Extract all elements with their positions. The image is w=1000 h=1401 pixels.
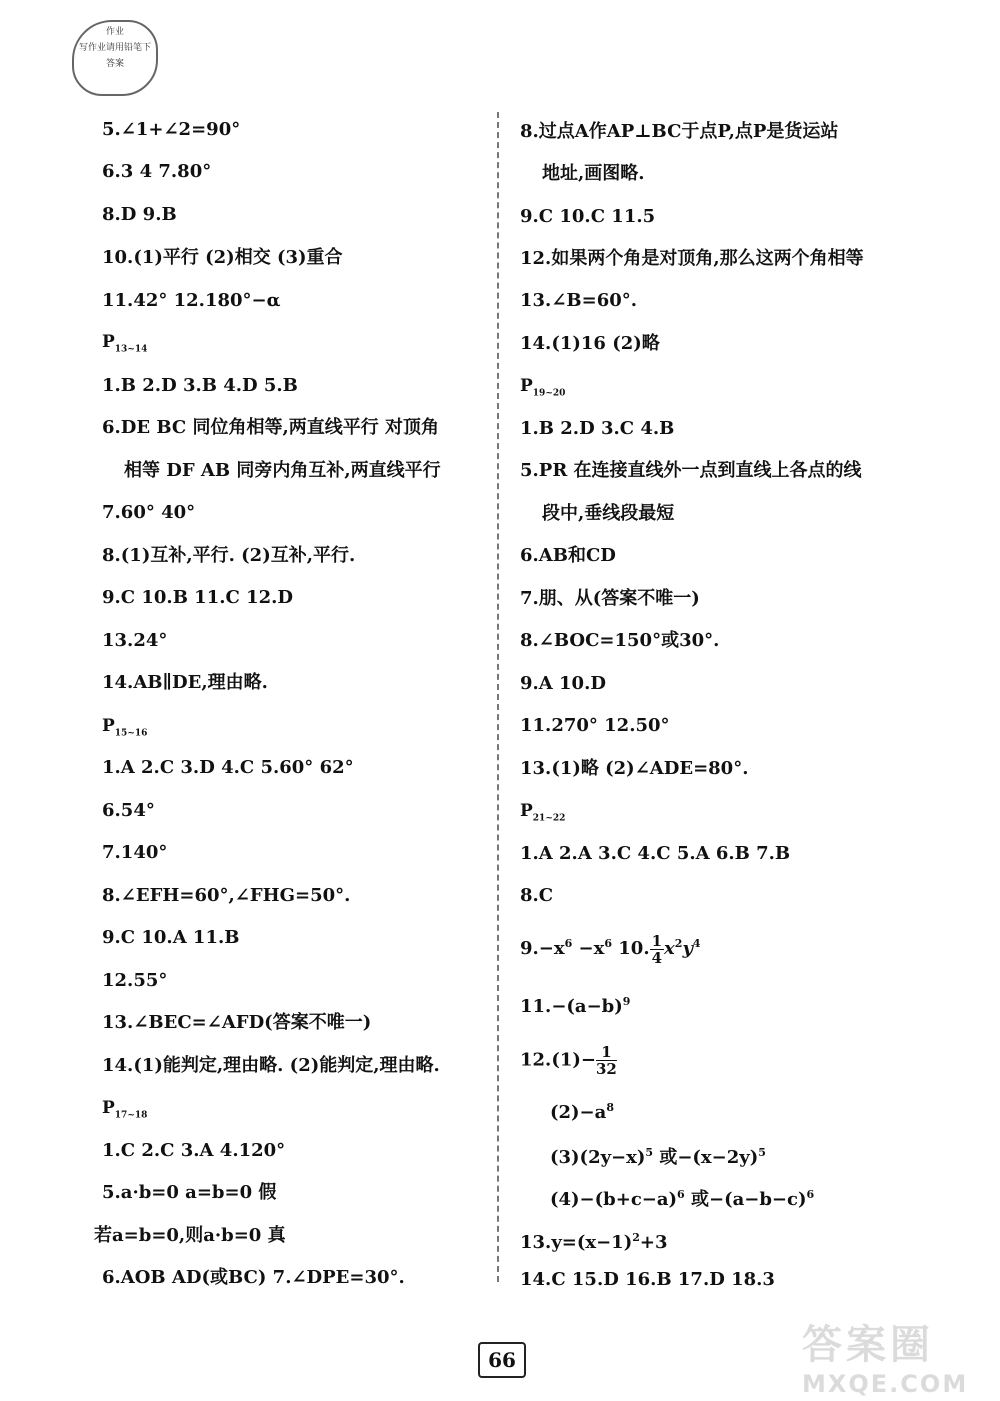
answer-line: 1.B 2.D 3.B 4.D 5.B	[102, 375, 298, 396]
answer-line: 6.DE BC 同位角相等,两直线平行 对顶角	[102, 417, 440, 438]
answer-line: 1.A 2.C 3.D 4.C 5.60° 62°	[102, 757, 354, 778]
answer-line: 7.60° 40°	[102, 502, 196, 523]
answer-line: 11.42° 12.180°−α	[102, 290, 281, 311]
watermark	[802, 1313, 992, 1398]
answer-line: 9.C 10.B 11.C 12.D	[102, 587, 294, 608]
answer-line: 8.D 9.B	[102, 204, 177, 225]
answer-line: 14.(1)能判定,理由略. (2)能判定,理由略.	[102, 1055, 440, 1076]
column-divider	[497, 112, 499, 1282]
answer-line: 8.C	[520, 885, 554, 906]
answer-line: 8.∠BOC=150°或30°.	[520, 630, 720, 651]
section-heading: $P_{21\sim 22}$	[520, 801, 566, 824]
answer-line: $13.y=(x-1)^2+3$	[520, 1231, 668, 1253]
stamp-line3: 答案	[105, 59, 124, 69]
answer-line: 13.∠B=60°.	[520, 290, 638, 311]
answer-line: 若a=b=0,则a·b=0 真	[94, 1225, 286, 1246]
answer-line: 8.过点A作AP⊥BC于点P,点P是货运站	[520, 121, 839, 142]
section-heading: $P_{15\sim 16}$	[102, 716, 148, 739]
watermark-url: MXQE.COM	[802, 1370, 969, 1398]
answer-line: 8.∠EFH=60°,∠FHG=50°.	[102, 885, 351, 906]
answer-line: 5.a·b=0 a=b=0 假	[102, 1182, 277, 1203]
answer-line: 9.C 10.A 11.B	[102, 927, 240, 948]
answer-line: 1.C 2.C 3.A 4.120°	[102, 1140, 286, 1161]
page-number: 66	[478, 1342, 526, 1378]
answer-line: 相等 DF AB 同旁内角互补,两直线平行	[124, 460, 441, 481]
answer-line: 13.(1)略 (2)∠ADE=80°.	[520, 758, 749, 779]
stamp-line2: 写作业请用铅笔下	[78, 43, 151, 53]
stamp-line1: 作业	[105, 27, 124, 37]
answer-line: 5.∠1+∠2=90°	[102, 119, 241, 140]
answer-line: $11.-(a-b)^9$	[520, 995, 631, 1017]
stamp	[72, 20, 158, 96]
answer-line: 6.3 4 7.80°	[102, 161, 212, 182]
answer-line: 8.(1)互补,平行. (2)互补,平行.	[102, 545, 356, 566]
answer-line: 7.朋、从(答案不唯一)	[520, 588, 700, 609]
section-heading: $P_{19\sim 20}$	[520, 376, 566, 399]
answer-line: 14.(1)16 (2)略	[520, 333, 660, 354]
answer-line: 6.AOB AD(或BC) 7.∠DPE=30°.	[102, 1267, 405, 1288]
answer-line: 13.∠BEC=∠AFD(答案不唯一)	[102, 1012, 372, 1033]
section-heading: $P_{13\sim 14}$	[102, 332, 148, 355]
answer-line: 11.270° 12.50°	[520, 715, 670, 736]
answer-line: 1.B 2.D 3.C 4.B	[520, 418, 675, 439]
answer-line: 10.(1)平行 (2)相交 (3)重合	[102, 247, 343, 268]
answer-line: 12.(1)− $\frac{1}{32}$	[520, 1043, 617, 1078]
answer-line: $(4)-(b+c-a)^6$ 或$-(a-b-c)^6$	[550, 1188, 815, 1210]
answer-line: 6.AB和CD	[520, 545, 616, 566]
answer-line: $(2)-a^8$	[550, 1101, 614, 1123]
fraction: $\frac{1}{4}$	[651, 931, 663, 967]
answer-line: 13.24°	[102, 630, 168, 651]
answer-line: 12.如果两个角是对顶角,那么这两个角相等	[520, 248, 864, 269]
answer-line: 地址,画图略.	[542, 163, 645, 184]
answer-line: $(3)(2y-x)^5$ 或$-(x-2y)^5$	[550, 1146, 766, 1168]
answer-line: 9.C 10.C 11.5	[520, 206, 656, 227]
answer-line: 14.AB∥DE,理由略.	[102, 672, 268, 693]
fraction: $\frac{1}{32}$	[595, 1043, 617, 1078]
answer-line: 5.PR 在连接直线外一点到直线上各点的线	[520, 460, 862, 481]
watermark-logo-text: 答案圈	[802, 1321, 934, 1368]
answer-line: 12.55°	[102, 970, 168, 991]
answer-line: 7.140°	[102, 842, 168, 863]
answer-line: 1.A 2.A 3.C 4.C 5.A 6.B 7.B	[520, 843, 791, 864]
answer-line: 段中,垂线段最短	[542, 503, 675, 524]
section-heading: $P_{17\sim 18}$	[102, 1098, 148, 1121]
answer-line: 14.C 15.D 16.B 17.D 18.3	[520, 1269, 775, 1290]
answer-line: $9.-x^6 -x^6$ 10. $\frac{1}{4}$ $x^2y^4$	[520, 931, 701, 967]
answer-line: 6.54°	[102, 800, 155, 821]
answer-line: 9.A 10.D	[520, 673, 606, 694]
